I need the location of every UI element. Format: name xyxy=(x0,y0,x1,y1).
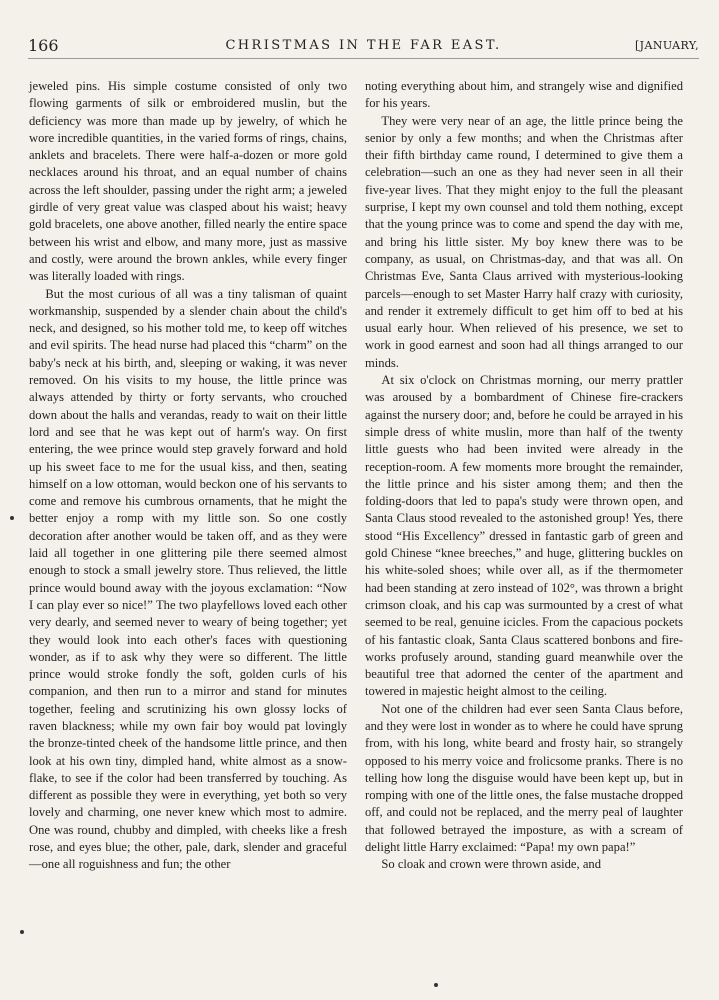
paragraph: jeweled pins. His simple costume consisted of only two flowing garments of silk or embroidered muslin, but the deficiency was more than made up by jewelry, of which he wore incredible quantities, in the varied forms of rings, chains, anklets and bracelets. There were half-a-dozen or more gold necklaces around his throat, and an equal number of chains across the left shoulder, passing under the right arm; a jeweled girdle of very great value was clasped about his waist; heavy gold bracelets, one above another, filled nearly the entire space between his wrist and elbow, and many more, just as massive and costly, were around the brown ankles, while every finger was literally loaded with rings. xyxy=(29,79,347,284)
paragraph: So cloak and crown were thrown aside, and xyxy=(381,857,601,872)
left-column xyxy=(29,78,347,874)
print-speck xyxy=(434,983,438,987)
print-speck xyxy=(10,516,14,520)
page-number: 166 xyxy=(28,36,59,55)
print-speck xyxy=(20,930,24,934)
month-label: [JANUARY, xyxy=(634,39,699,52)
page-header xyxy=(28,36,699,59)
paragraph: They were very near of an age, the little prince being the senior by only a few months; and when the Christmas after their fifth birthday came round, I determined to give them a celebration—such an one as they had never seen in all their five-year lives. That they might enjoy to the full the pleasant surprise, I kept my own counsel and told them nothing, except that the young prince was to come and spend the day with me, and bring his little sister. My boy knew there was to be company, as usual, on Christmas-day, and that was all. On Christmas Eve, Santa Claus arrived with mysterious-looking parcels—enough to set Master Harry half crazy with curiosity, and render it extremely difficult to get him off to bed at his usual early hour. When relieved of his presence, we set to work in good earnest and soon had all things arranged to our minds. xyxy=(365,113,683,370)
paragraph: noting everything about him, and strangely wise and dignified for his years. xyxy=(365,79,683,111)
paragraph: But the most curious of all was a tiny talisman of quaint workmanship, suspended by a slender chain about the child's neck, and designed, so his mother told me, to keep off witches and evil spirits. The head nurse had placed this “charm” on the baby's neck at his birth, and, sleeping or waking, it was never removed. On his visits to my house, the little prince was always attended by thirty or forty servants, who crouched down about the halls and verandas, ready to wait on their little lord and see that he was kept out of harm's way. On first entering, the wee prince would step gravely forward and hold up his sweet face to me for the usual kiss, and then, seating himself on a low ottoman, would beckon one of his servants to come and remove his cumbrous ornaments, that he might the better enjoy a romp with my little son. So one costly decoration after another would be taken off, and as they were laid all together in one glittering pile there seemed almost enough to stock a small jewelry store. Thus relieved, the little prince would bound away with the joyous exclamation: “Now I can play ever so nice!” The two playfellows loved each other very dearly, and seemed never to weary of being together; yet they would look into each other's faces with questioning wonder, as if to ask why they were so different. The little prince would stroke fondly the soft, golden curls of his companion, and then run to a mirror and stand for minutes together, feeling and scrutinizing his own glossy locks of raven blackness; while my own fair boy would pat lovingly the bronze-tinted cheek of the handsome little prince, and then look at his own tiny, dimpled hand, white almost as a snow-flake, to see if the color had been transferred by touching. As different as possible they were in everything, yet both so very lovely and charming, one never knew which most to admire. One was round, chubby and dimpled, with cheeks like a fresh rose, and eyes blue; the other, pale, dark, slender and graceful—one all roguishness and fun; the other xyxy=(29,286,347,872)
paragraph: Not one of the children had ever seen Santa Claus before, and they were lost in wonder as to where he could have sprung from, with his long, white beard and frosty hair, so strangely opposed to his merry voice and frolicsome pranks. There is no telling how long the disguise would have been kept up, but in romping with one of the little ones, the false mustache dropped off, and could not be replaced, and the merry peal of laughter that followed betrayed the imposture, as with a scream of delight little Harry exclaimed: “Papa! my own papa!” xyxy=(365,701,683,855)
paragraph: At six o'clock on Christmas morning, our merry prattler was aroused by a bombardment of Chinese fire-crackers against the nursery door; and, before he could be arrayed in his simple dress of white muslin, more than half of the twenty little guests who had been invited were already in the reception-room. A few moments more brought the remainder, the little prince and his sister among them; and then the folding-doors that led to papa's study were thrown open, and Santa Claus stood revealed to the astonished group! Yes, there stood “His Excellency” dressed in fantastic garb of green and gold Chinese “knee breeches,” and huge, glittering buckles on his white-soled shoes; while over all, as if the thermometer had been standing at zero instead of 102°, was thrown a bright crimson cloak, and his cap was surmounted by a crest of what seemed to be real, genuine icicles. From the capacious pockets of his fantastic cloak, Santa Claus scattered bonbons and fire-works profusely around, standing guard meanwhile over the beautiful tree that adorned the center of the apartment and towered in majestic height almost to the ceiling. xyxy=(365,373,683,699)
running-title: CHRISTMAS IN THE FAR EAST. xyxy=(225,38,502,53)
right-column xyxy=(365,78,683,874)
